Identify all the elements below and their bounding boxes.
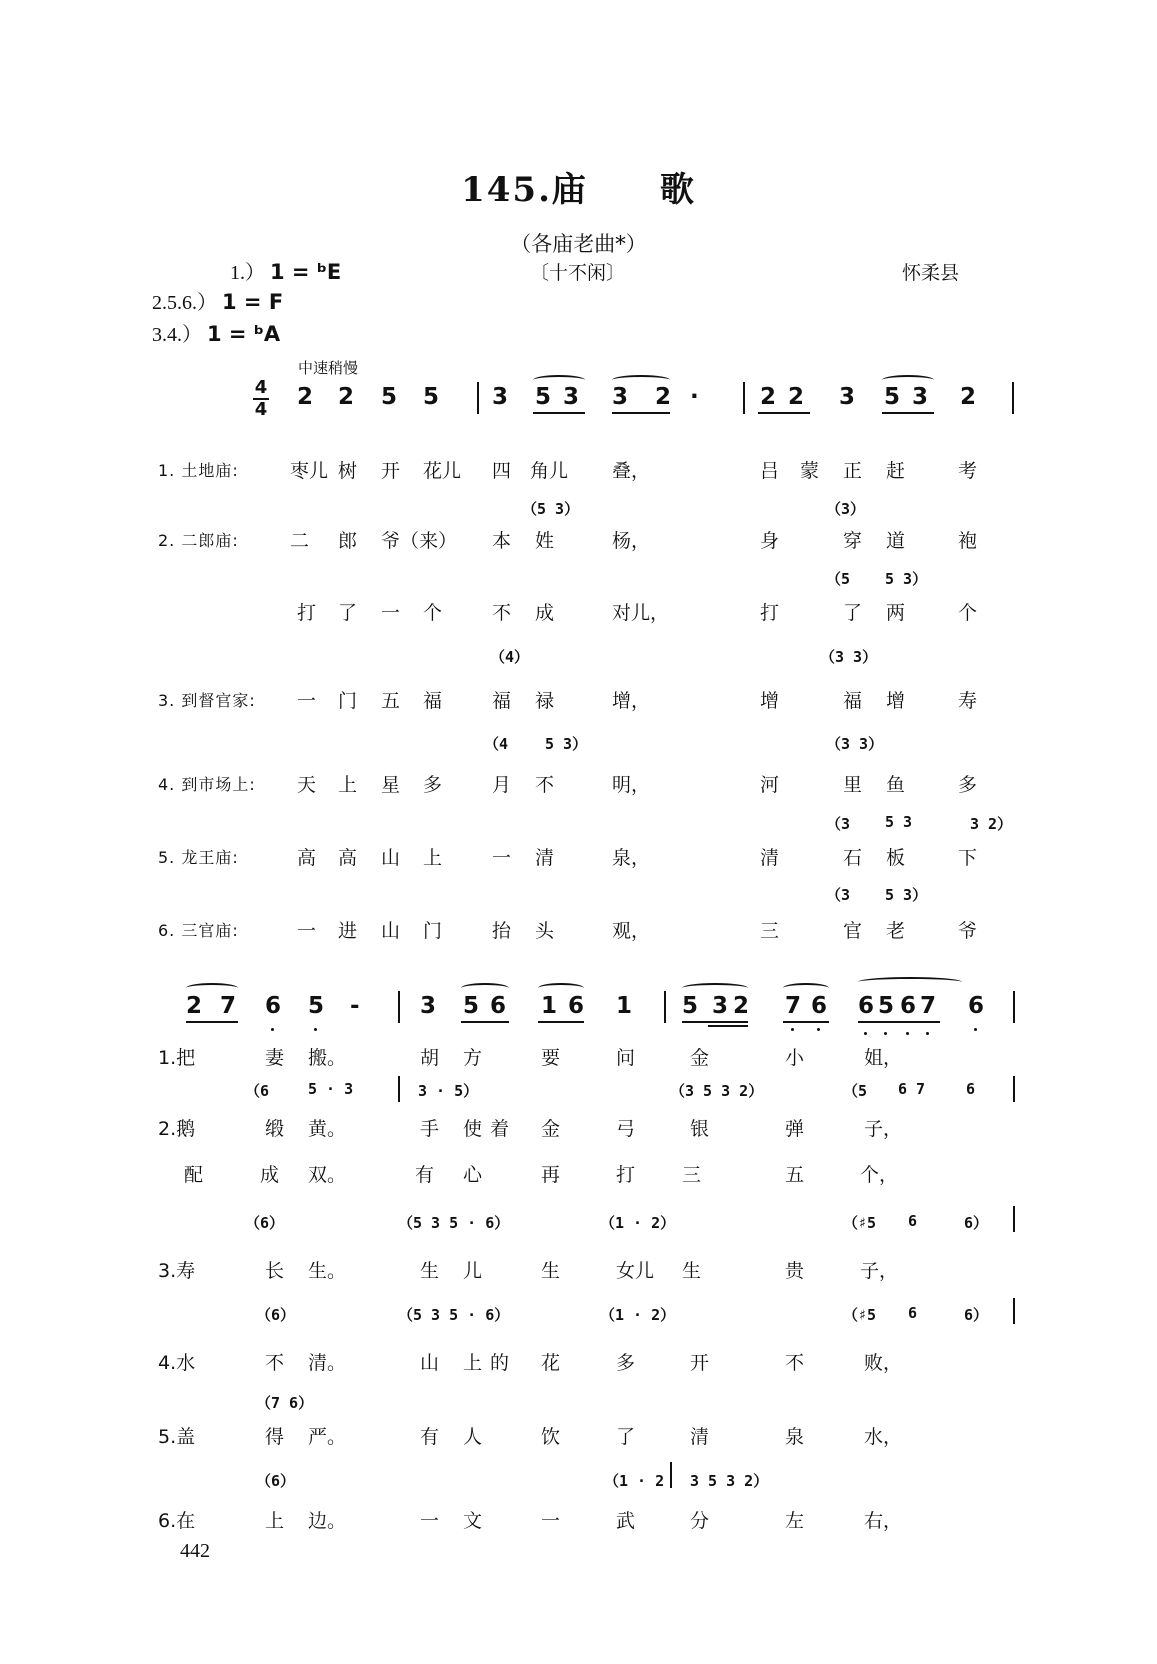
region-label: 怀柔县 — [902, 262, 960, 284]
lyric: 山 — [381, 847, 401, 869]
variant-notes: 6） — [964, 1306, 989, 1324]
variant-notes: （♯5 — [843, 1306, 877, 1324]
subtitle: （各庙老曲*） — [510, 232, 647, 256]
lyric: 五 — [785, 1164, 805, 1186]
variant-notes: 3 5 3 2） — [690, 1472, 769, 1490]
lyric: 严。 — [308, 1426, 347, 1448]
lyric: 清 — [690, 1426, 710, 1448]
note: 5 — [682, 993, 699, 1019]
note: 6 — [811, 993, 828, 1019]
lyric: 蒙 — [800, 460, 820, 482]
variant-notes: （3 5 3 2） — [670, 1082, 764, 1100]
lyric: 门 — [338, 690, 358, 712]
lyric: 的 — [490, 1352, 510, 1374]
variant-notes: （4 — [484, 735, 509, 753]
note: 6 — [900, 993, 917, 1019]
variant-notes: 6） — [964, 1214, 989, 1232]
lyric: 身 — [760, 530, 780, 552]
lyric: 生 — [541, 1260, 561, 1282]
key-value: 1 = F — [222, 290, 284, 314]
lyric: 观， — [612, 920, 651, 942]
lyric: 着 — [490, 1118, 510, 1140]
note: 5 — [535, 384, 552, 410]
lyric: 抬 — [492, 920, 512, 942]
key-value: 1 = ᵇA — [207, 322, 281, 346]
lyric: 生 — [682, 1260, 702, 1282]
note: 2 — [297, 384, 314, 410]
lyric: 赶 — [886, 460, 906, 482]
variant-notes: 6 — [908, 1212, 918, 1230]
lyric: 方 — [463, 1047, 483, 1069]
lyric: 一 — [381, 602, 401, 624]
slur — [882, 375, 934, 385]
variant-notes: 5 3 — [885, 813, 913, 831]
lyric: 败， — [864, 1352, 903, 1374]
lyric: 边。 — [308, 1510, 347, 1532]
note: 7 — [785, 993, 802, 1019]
stanza-lyric-start: 1.把 — [158, 1047, 196, 1069]
lyric: 增， — [612, 690, 651, 712]
lyric: 石 — [843, 847, 863, 869]
lyric: 一 — [541, 1510, 561, 1532]
key-line-1 — [230, 256, 341, 285]
variant-notes: （5 3） — [522, 500, 580, 518]
lyric: 三 — [682, 1164, 702, 1186]
key-stanzas: 2.5.6.） — [152, 292, 217, 314]
stanza-lyric-start: 6.在 — [158, 1510, 196, 1532]
page-title: 145.庙 歌 — [461, 170, 696, 210]
lyric: 天 — [297, 774, 317, 796]
lyric: 不 — [535, 774, 555, 796]
underline — [858, 1021, 940, 1023]
note: 7 — [220, 993, 237, 1019]
note: 5 — [423, 384, 440, 410]
note: 2 — [760, 384, 777, 410]
stanza-label: 5. 龙王庙: — [158, 848, 239, 867]
lyric: 爷 — [958, 920, 978, 942]
lyric: 两 — [886, 602, 906, 624]
lyric: 禄 — [535, 690, 555, 712]
low-octave-dot — [974, 1028, 977, 1031]
lyric: 鱼 — [886, 774, 906, 796]
lyric: 高 — [297, 847, 317, 869]
lyric: 泉 — [785, 1426, 805, 1448]
lyric: 山 — [420, 1352, 440, 1374]
lyric: 寿 — [958, 690, 978, 712]
variant-notes: （7 6） — [256, 1394, 314, 1412]
lyric: 一 — [297, 690, 317, 712]
tempo-marking: 中速稍慢 — [298, 359, 359, 377]
lyric: 要 — [541, 1047, 561, 1069]
low-octave-dot — [271, 1028, 274, 1031]
lyric: 河 — [760, 774, 780, 796]
note: 6 — [490, 993, 507, 1019]
lyric: 本 — [492, 530, 512, 552]
stanza-label: 4. 到市场上: — [158, 775, 256, 794]
underline — [461, 1021, 509, 1023]
lyric: 人 — [463, 1426, 483, 1448]
variant-notes: （5 — [843, 1082, 868, 1100]
lyric: 里 — [843, 774, 863, 796]
note: 2 — [186, 993, 203, 1019]
lyric: 郎 — [338, 530, 358, 552]
note: 3 — [912, 384, 929, 410]
slur — [533, 375, 585, 385]
time-sig-top: 4 — [254, 377, 268, 398]
variant-notes: （1 · 2） — [600, 1214, 676, 1232]
lyric: 三 — [760, 920, 780, 942]
variant-notes: （3 3） — [820, 648, 878, 666]
variant-notes: （1 · 2） — [600, 1306, 676, 1324]
variant-notes: （4） — [490, 648, 530, 666]
lyric: 双。 — [308, 1164, 347, 1186]
lyric: 有 — [415, 1164, 435, 1186]
lyric: 一 — [492, 847, 512, 869]
note: 6 — [265, 993, 282, 1019]
stanza-lyric-start: 5.盖 — [158, 1426, 196, 1448]
lyric: 问 — [616, 1047, 636, 1069]
lyric: 饮 — [541, 1426, 561, 1448]
lyric: 姓 — [535, 530, 555, 552]
note: 2 — [788, 384, 805, 410]
low-octave-dot — [817, 1028, 820, 1031]
lyric: 心 — [463, 1164, 483, 1186]
lyric: 金 — [690, 1047, 710, 1069]
lyric: 老 — [886, 920, 906, 942]
key-value: 1 = ᵇE — [270, 260, 342, 284]
lyric: 树 — [338, 460, 358, 482]
key-stanzas: 1.） — [230, 262, 265, 284]
lyric: 多 — [616, 1352, 636, 1374]
note: 7 — [920, 993, 937, 1019]
lyric: 贵 — [785, 1260, 805, 1282]
low-octave-dot — [314, 1028, 317, 1031]
low-octave-dot — [926, 1032, 929, 1035]
lyric: 缎 — [265, 1118, 285, 1140]
underline — [533, 412, 585, 414]
note: 3 — [420, 993, 437, 1019]
lyric: 不 — [265, 1352, 285, 1374]
variant-notes: （6） — [256, 1472, 296, 1490]
lyric: 胡 — [420, 1047, 440, 1069]
lyric: 多 — [423, 774, 443, 796]
variant-barline — [670, 1462, 672, 1488]
lyric: 下 — [958, 847, 978, 869]
barline — [664, 991, 666, 1023]
note: 2 — [655, 384, 672, 410]
stanza-label: 1. 土地庙: — [158, 461, 239, 480]
lyric: 开 — [381, 460, 401, 482]
variant-notes: （6） — [256, 1306, 296, 1324]
lyric: 官 — [843, 920, 863, 942]
barline — [477, 382, 479, 414]
note: 2 — [960, 384, 977, 410]
variant-notes: （3） — [826, 500, 866, 518]
variant-notes: （3 — [826, 815, 851, 833]
variant-notes: （3 — [826, 886, 851, 904]
variant-barline — [1013, 1076, 1015, 1102]
slur — [461, 983, 509, 993]
low-octave-dot — [884, 1032, 887, 1035]
lyric: 文 — [463, 1510, 483, 1532]
lyric: 水， — [864, 1426, 903, 1448]
lyric: 五 — [381, 690, 401, 712]
lyric: 高 — [338, 847, 358, 869]
lyric: 叠， — [612, 460, 651, 482]
lyric: 道 — [886, 530, 906, 552]
lyric: 清 — [535, 847, 555, 869]
lyric: 银 — [690, 1118, 710, 1140]
lyric: 正 — [843, 460, 863, 482]
lyric: 福 — [423, 690, 443, 712]
slur — [783, 983, 829, 993]
lyric: 清。 — [308, 1352, 347, 1374]
lyric: 花儿 — [423, 460, 462, 482]
lyric: 增 — [760, 690, 780, 712]
lyric: 成 — [535, 602, 555, 624]
lyric: 角儿 — [530, 460, 569, 482]
barline — [1013, 991, 1015, 1023]
stanza-lyric-start: 配 — [184, 1164, 204, 1186]
lyric: 分 — [690, 1510, 710, 1532]
variant-notes: 6 — [966, 1080, 976, 1098]
lyric: 枣儿 — [290, 460, 329, 482]
note: 3 — [563, 384, 580, 410]
time-signature — [252, 378, 270, 420]
lyric: 上 — [338, 774, 358, 796]
lyric: 打 — [297, 602, 317, 624]
note: 6 — [858, 993, 875, 1019]
lyric: 小 — [785, 1047, 805, 1069]
stanza-lyric-start: 3.寿 — [158, 1260, 196, 1282]
lyric: 多 — [958, 774, 978, 796]
variant-notes: 5 3） — [545, 735, 588, 753]
lyric: 头 — [535, 920, 555, 942]
underline — [882, 412, 934, 414]
lyric: 长 — [265, 1260, 285, 1282]
lyric: 有 — [420, 1426, 440, 1448]
lyric: 山 — [381, 920, 401, 942]
note: 3 — [839, 384, 856, 410]
lyric: 了 — [338, 602, 358, 624]
lyric: 成 — [260, 1164, 280, 1186]
stanza-lyric-start: 4.水 — [158, 1352, 196, 1374]
note: 5 — [381, 384, 398, 410]
lyric: 上 — [265, 1510, 285, 1532]
lyric: 四 — [492, 460, 512, 482]
lyric: 袍 — [958, 530, 978, 552]
underline — [538, 1021, 584, 1023]
lyric: 手 — [420, 1118, 440, 1140]
genre-label: 〔十不闲〕 — [530, 262, 626, 284]
lyric: 考 — [958, 460, 978, 482]
lyric: 一 — [297, 920, 317, 942]
lyric: 弓 — [616, 1118, 636, 1140]
lyric: 子， — [860, 1260, 899, 1282]
key-line-3 — [152, 318, 280, 347]
slur — [612, 375, 670, 385]
underline — [682, 1021, 748, 1023]
lyric: 打 — [760, 602, 780, 624]
variant-notes: 5 3） — [885, 886, 928, 904]
lyric: 了 — [843, 602, 863, 624]
stanza-lyric-start: 2.鹅 — [158, 1118, 196, 1140]
lyric: 泉， — [612, 847, 651, 869]
note: 3 — [492, 384, 509, 410]
lyric: 穿 — [843, 530, 863, 552]
time-sig-bottom: 4 — [254, 399, 268, 420]
lyric: 个 — [423, 602, 443, 624]
variant-barline — [1013, 1206, 1015, 1232]
underline — [708, 1025, 748, 1027]
low-octave-dot — [864, 1032, 867, 1035]
barline — [1012, 382, 1014, 414]
lyric: 不 — [492, 602, 512, 624]
variant-notes: （3 3） — [826, 735, 884, 753]
lyric: 儿 — [463, 1260, 483, 1282]
note: 3 — [612, 384, 629, 410]
low-octave-dot — [791, 1028, 794, 1031]
slur — [682, 983, 748, 993]
low-octave-dot — [906, 1032, 909, 1035]
lyric: 杨， — [612, 530, 651, 552]
lyric: 得 — [265, 1426, 285, 1448]
note: 5 — [308, 993, 325, 1019]
lyric: 清 — [760, 847, 780, 869]
note: 2 — [338, 384, 355, 410]
note-dash: - — [350, 993, 360, 1019]
variant-notes: 5 · 3 — [308, 1080, 354, 1098]
lyric: 上 — [463, 1352, 483, 1374]
variant-notes: 5 3） — [885, 570, 928, 588]
underline — [783, 1021, 829, 1023]
note: 5 — [878, 993, 895, 1019]
lyric: 对儿， — [612, 602, 670, 624]
lyric: 板 — [886, 847, 906, 869]
variant-notes: （5 3 5 · 6） — [398, 1214, 510, 1232]
lyric: 生 — [420, 1260, 440, 1282]
lyric: 进 — [338, 920, 358, 942]
lyric: 一 — [420, 1510, 440, 1532]
lyric: 花 — [541, 1352, 561, 1374]
lyric: 打 — [616, 1164, 636, 1186]
underline — [612, 412, 670, 414]
underline — [758, 412, 810, 414]
variant-notes: 6 7 — [898, 1080, 926, 1098]
stanza-label: 6. 三官庙: — [158, 921, 239, 940]
variant-notes: （5 — [826, 570, 851, 588]
lyric: 福 — [843, 690, 863, 712]
variant-notes: 6 — [908, 1304, 918, 1322]
slur — [538, 983, 584, 993]
note: 6 — [968, 993, 985, 1019]
lyric: 福 — [492, 690, 512, 712]
note: 1 — [616, 993, 633, 1019]
lyric: 个， — [860, 1164, 899, 1186]
lyric: 爷（来） — [381, 530, 458, 552]
lyric: 二 — [290, 530, 310, 552]
lyric: 姐， — [864, 1047, 903, 1069]
lyric: 明， — [612, 774, 651, 796]
lyric: 增 — [886, 690, 906, 712]
note: 2 — [733, 993, 750, 1019]
note: 5 — [884, 384, 901, 410]
variant-notes: （6） — [245, 1214, 285, 1232]
lyric: 妻 — [265, 1047, 285, 1069]
lyric: 不 — [785, 1352, 805, 1374]
lyric: 开 — [690, 1352, 710, 1374]
lyric: 生。 — [308, 1260, 347, 1282]
lyric: 星 — [381, 774, 401, 796]
variant-notes: （6 — [245, 1082, 270, 1100]
lyric: 门 — [423, 920, 443, 942]
note-dot: · — [690, 384, 699, 410]
note: 5 — [463, 993, 480, 1019]
variant-notes: （5 3 5 · 6） — [398, 1306, 510, 1324]
variant-barline — [398, 1076, 400, 1102]
variant-notes: （1 · 2 — [604, 1472, 665, 1490]
stanza-label: 2. 二郎庙: — [158, 531, 239, 550]
barline — [743, 382, 745, 414]
variant-notes: 3 2） — [970, 815, 1013, 833]
key-line-2 — [152, 286, 283, 315]
stanza-label: 3. 到督官家: — [158, 691, 256, 710]
underline — [186, 1021, 238, 1023]
note: 1 — [541, 993, 558, 1019]
variant-notes: 3 · 5） — [418, 1082, 479, 1100]
lyric: 黄。 — [308, 1118, 347, 1140]
slur — [186, 983, 238, 993]
lyric: 了 — [616, 1426, 636, 1448]
lyric: 上 — [423, 847, 443, 869]
lyric: 个 — [958, 602, 978, 624]
note: 6 — [568, 993, 585, 1019]
slur — [858, 977, 962, 987]
variant-notes: （♯5 — [843, 1214, 877, 1232]
lyric: 吕 — [760, 460, 780, 482]
note: 3 — [712, 993, 729, 1019]
lyric: 搬。 — [308, 1047, 347, 1069]
barline — [398, 991, 400, 1023]
variant-barline — [1013, 1298, 1015, 1324]
lyric: 女儿 — [616, 1260, 655, 1282]
lyric: 月 — [492, 774, 512, 796]
lyric: 右， — [864, 1510, 903, 1532]
key-stanzas: 3.4.） — [152, 324, 202, 346]
page-number: 442 — [180, 1540, 210, 1562]
lyric: 左 — [785, 1510, 805, 1532]
lyric: 再 — [541, 1164, 561, 1186]
lyric: 子， — [864, 1118, 903, 1140]
lyric: 金 — [541, 1118, 561, 1140]
lyric: 弹 — [785, 1118, 805, 1140]
lyric: 使 — [463, 1118, 483, 1140]
lyric: 武 — [616, 1510, 636, 1532]
